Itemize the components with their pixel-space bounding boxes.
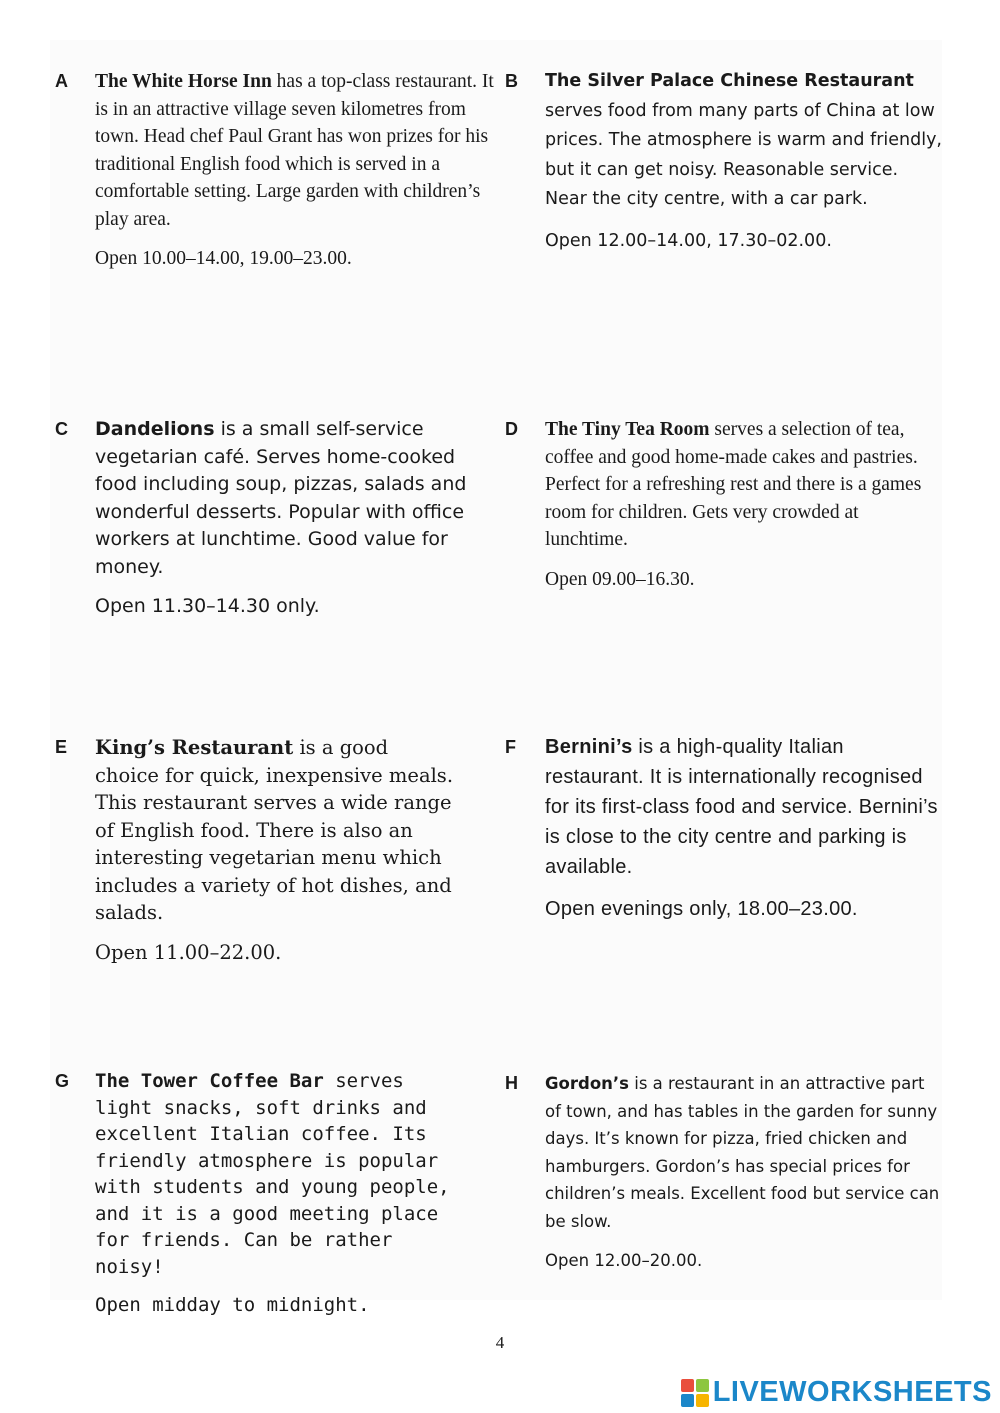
restaurant-name: Dandelions bbox=[95, 418, 215, 440]
restaurant-name: Bernini’s bbox=[545, 736, 633, 758]
restaurant-name: Gordon’s bbox=[545, 1074, 629, 1093]
restaurant-entry-b bbox=[505, 67, 945, 256]
restaurant-description: is a restaurant in an attractive part of town, and has tables in the garden for sunny days. It’s known for pizza, fried chicken and hamburgers. Gordon’s has special prices for children’s meals. Excellent food but service can be slow. bbox=[545, 1074, 940, 1231]
entry-letter: H bbox=[505, 1073, 518, 1093]
logo-square-green bbox=[696, 1379, 709, 1392]
restaurant-description: is a high-quality Italian restaurant. It is internationally recognised for its first-class food and service. Bernini’s is close to the city centre and parking is available. bbox=[545, 736, 938, 878]
worksheet-page bbox=[50, 40, 942, 1316]
entry-description-block bbox=[545, 732, 945, 882]
entry-letter: G bbox=[55, 1071, 70, 1091]
restaurant-description: is a good choice for quick, inexpensive meals. This restaurant serves a wide range of English food. There is also an interesting vegetarian menu which includes a variety of hot dishes, and salads. bbox=[95, 736, 454, 924]
entry-letter: D bbox=[505, 419, 518, 439]
restaurant-description: has a top-class restaurant. It is in an attractive village seven kilometres from town. Head chef Paul Grant has won prizes for his traditional English food which is served in a comfortable setting. Large garden with children’s play area. bbox=[95, 71, 494, 230]
opening-hours: Open 11.00–22.00. bbox=[95, 940, 282, 964]
opening-hours: Open 10.00–14.00, 19.00–23.00. bbox=[95, 248, 352, 269]
restaurant-entry-c bbox=[55, 416, 495, 621]
restaurant-entry-h bbox=[505, 1070, 945, 1275]
entry-letter: C bbox=[55, 419, 68, 439]
opening-hours: Open midday to midnight. bbox=[95, 1294, 370, 1316]
restaurant-description: serves light snacks, soft drinks and excellent Italian coffee. Its friendly atmosphere is popular with students and young people, and it is a good meeting place for friends. Can be rather noisy! bbox=[95, 1070, 450, 1278]
opening-hours: Open 12.00–20.00. bbox=[545, 1251, 703, 1270]
restaurant-name: The Silver Palace Chinese Restaurant bbox=[545, 71, 914, 91]
liveworksheets-logo-icon bbox=[681, 1379, 709, 1407]
opening-hours: Open 09.00–16.30. bbox=[545, 568, 695, 590]
logo-square-red bbox=[681, 1379, 694, 1392]
entry-letter: B bbox=[505, 71, 518, 91]
entry-description-block bbox=[95, 416, 495, 581]
opening-hours: Open 11.30–14.30 only. bbox=[95, 595, 320, 617]
restaurant-name: King’s Restaurant bbox=[95, 736, 294, 759]
restaurant-entry-a bbox=[55, 68, 495, 273]
restaurant-entry-d bbox=[505, 416, 945, 593]
restaurant-description: serves a selection of tea, coffee and good home-made cakes and pastries. Perfect for a refreshing rest and there is a games room for children. Gets very crowded at lunchtime. bbox=[545, 419, 922, 550]
restaurant-description: serves food from many parts of China at low prices. The atmosphere is warm and friendly, but it can get noisy. Reasonable service. Near the city centre, with a car park. bbox=[545, 100, 942, 209]
opening-hours: Open 12.00–14.00, 17.30–02.00. bbox=[545, 230, 832, 251]
entry-description-block bbox=[95, 1068, 470, 1280]
restaurant-name: The Tiny Tea Room bbox=[545, 419, 710, 440]
page-number: 4 bbox=[495, 1333, 505, 1352]
restaurant-entry-f bbox=[505, 732, 945, 924]
entry-description-block bbox=[545, 1070, 945, 1235]
entry-description-block bbox=[95, 68, 495, 233]
restaurant-entry-e bbox=[55, 734, 455, 966]
entry-letter: A bbox=[55, 71, 68, 91]
entry-description-block bbox=[545, 67, 945, 215]
entry-description-block bbox=[545, 416, 945, 554]
restaurant-entry-g bbox=[55, 1068, 470, 1319]
entry-description-block bbox=[95, 734, 455, 927]
watermark-text: LIVEWORKSHEETS bbox=[712, 1376, 992, 1408]
liveworksheets-watermark bbox=[681, 1376, 992, 1409]
restaurant-name: The Tower Coffee Bar bbox=[95, 1070, 324, 1092]
entry-letter: F bbox=[505, 737, 517, 757]
logo-square-yellow bbox=[696, 1394, 709, 1407]
restaurant-name: The White Horse Inn bbox=[95, 71, 272, 92]
entry-letter: E bbox=[55, 737, 68, 757]
opening-hours: Open evenings only, 18.00–23.00. bbox=[545, 898, 858, 920]
restaurant-description: is a small self-service vegetarian café. Serves home-cooked food including soup, pizzas, salads and wonderful desserts. Popular with office workers at lunchtime. Good value for money. bbox=[95, 418, 467, 578]
logo-square-blue bbox=[681, 1394, 694, 1407]
